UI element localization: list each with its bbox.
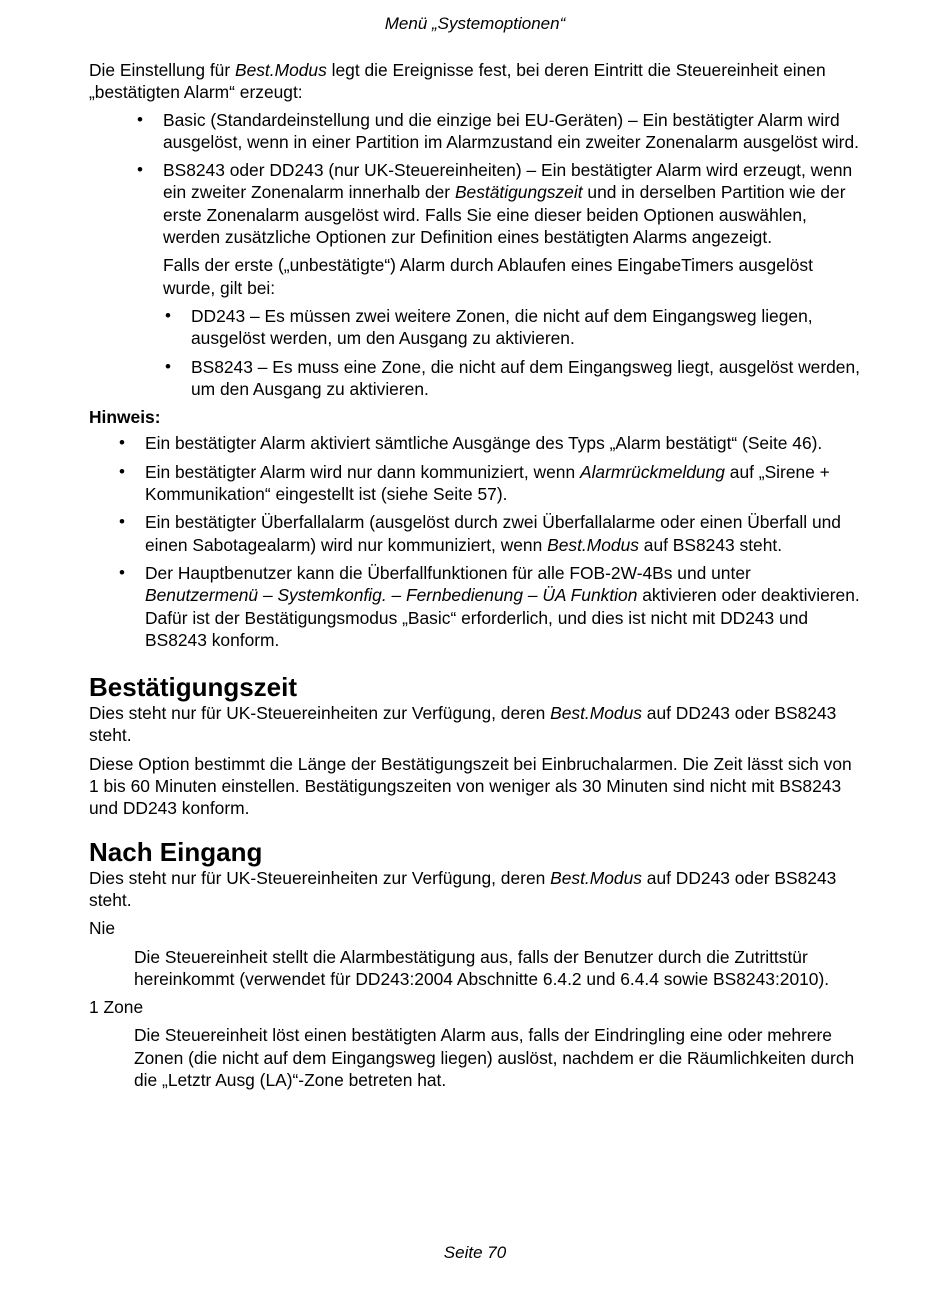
intro-text: Die Einstellung für xyxy=(89,60,235,80)
mode-options-list xyxy=(89,109,864,401)
hint-text: aktivieren oder deaktivieren. Dafür ist der Bestätigungsmodus „Basic“ erforderlich, und dies ist nicht mit DD243 und BS8243 konform. xyxy=(145,585,860,650)
list-item xyxy=(119,432,864,454)
list-item xyxy=(165,305,864,350)
section2-paragraph-1 xyxy=(89,867,864,912)
bullet-icon: • xyxy=(137,160,143,180)
page-content xyxy=(89,59,864,1091)
intro-text-end: legt die Ereignisse fest, bei deren Eintritt die Steuereinheit einen „bestätigten Alarm“ erzeugt: xyxy=(89,60,826,103)
dd243-text: DD243 – Es müssen zwei weitere Zonen, die nicht auf dem Eingangsweg liegen, ausgelöst werden, um den Ausgang zu aktivieren. xyxy=(191,305,813,349)
section2-text-end: auf DD243 oder BS8243 steht. xyxy=(89,867,837,910)
term-1-zone: 1 Zone xyxy=(89,997,144,1018)
hint-text: Ein bestätigter Alarm wird nur dann kommuniziert, wenn xyxy=(145,461,580,482)
hint-list xyxy=(89,432,864,651)
hint-title: Hinweis: xyxy=(89,407,161,428)
hint-text: Ein bestätigter Alarm aktiviert sämtliche Ausgänge des Typs „Alarm bestätigt“ (Seite 46). xyxy=(145,433,823,454)
list-item xyxy=(165,356,864,401)
list-item xyxy=(119,511,864,556)
first-alarm-list xyxy=(163,305,864,400)
bullet-icon: • xyxy=(119,512,125,532)
option-bs-text-end: und in derselben Partition wie der erste Zonenalarm ausgelöst wird. Falls Sie eine dieser beiden Optionen auswählen, werden zusätzliche Optionen zur Definition eines bestätigten Alarms angezeigt. xyxy=(163,182,846,248)
section1-paragraph-1 xyxy=(89,702,864,747)
bullet-icon: • xyxy=(165,356,171,376)
section1-text-end: auf DD243 oder BS8243 steht. xyxy=(89,703,837,746)
list-item xyxy=(137,109,864,154)
page-number: Seite 70 xyxy=(443,1243,507,1262)
page-header: Menü „Systemoptionen“ xyxy=(384,14,566,33)
term-nie: Nie xyxy=(89,918,116,939)
list-item xyxy=(119,562,864,651)
hint-text: auf „Sirene + Kommunikation“ eingestellt ist (siehe Seite 57). xyxy=(145,461,830,505)
bullet-icon: • xyxy=(165,305,171,325)
term-nie-description: Die Steuereinheit stellt die Alarmbestätigung aus, falls der Benutzer durch die Zutrittstür hereinkommt (verwendet für DD243:2004 Abschnitte 6.4.2 und 6.4.4 sowie BS8243:2010). xyxy=(134,946,830,989)
term-1-zone-description: Die Steuereinheit löst einen bestätigten Alarm aus, falls der Eindringling eine oder mehrere Zonen (die nicht auf dem Eingangsweg liegen) auslöst, nachdem er die Räumlichkeiten durch die „Letztr Ausg (LA)“-Zone betreten hat. xyxy=(134,1025,855,1090)
bullet-icon: • xyxy=(119,562,125,582)
list-item xyxy=(119,461,864,506)
first-alarm-paragraph: Falls der erste („unbestätigte“) Alarm durch Ablaufen eines EingabeTimers ausgelöst wurde, gilt bei: xyxy=(163,255,813,298)
bullet-icon: • xyxy=(119,461,125,481)
section-heading-nach-eingang: Nach Eingang xyxy=(89,836,263,867)
section2-emphasis: Best.Modus xyxy=(550,867,642,888)
bs8243-text: BS8243 – Es muss eine Zone, die nicht auf dem Eingangsweg liegt, ausgelöst werden, um den Ausgang zu aktivieren. xyxy=(191,356,860,399)
section1-paragraph-2: Diese Option bestimmt die Länge der Bestätigungszeit bei Einbruchalarmen. Die Zeit lässt sich von 1 bis 60 Minuten einstellen. Bestätigungszeiten von weniger als 30 Minuten sind nicht mit BS8243 und DD243 konform. xyxy=(89,753,852,819)
intro-emphasis: Best.Modus xyxy=(234,60,327,80)
hint-emphasis: Alarmrückmeldung xyxy=(579,461,725,482)
intro-paragraph xyxy=(89,59,864,104)
hint-emphasis: Best.Modus xyxy=(547,534,639,555)
bullet-icon: • xyxy=(119,433,125,453)
section1-text: Dies steht nur für UK-Steuereinheiten zur Verfügung, deren xyxy=(89,703,551,724)
hint-text: Ein bestätigter Überfallalarm (ausgelöst durch zwei Überfallalarme oder einen Überfall und einen Sabotagealarm) wird nur kommuniziert, wenn xyxy=(145,512,841,555)
hint-text: Der Hauptbenutzer kann die Überfallfunktionen für alle FOB-2W-4Bs und unter xyxy=(145,562,751,583)
section-heading-bestaetigungszeit: Bestätigungszeit xyxy=(89,672,298,703)
option-basic-text: Basic (Standardeinstellung und die einzige bei EU-Geräten) – Ein bestätigter Alarm wird ausgelöst, wenn in einer Partition im Alarmzustand ein zweiter Zonenalarm ausgelöst wird. xyxy=(163,109,859,152)
section2-text: Dies steht nur für UK-Steuereinheiten zur Verfügung, deren xyxy=(89,867,551,888)
list-item xyxy=(137,159,864,400)
option-bs-emphasis: Bestätigungszeit xyxy=(454,182,583,203)
hint-text: auf BS8243 steht. xyxy=(638,534,783,555)
bullet-icon: • xyxy=(137,109,143,129)
option-bs-text: BS8243 oder DD243 (nur UK-Steuereinheiten) – Ein bestätigter Alarm wird erzeugt, wenn ein zweiter Zonenalarm innerhalb der xyxy=(163,160,853,203)
section1-emphasis: Best.Modus xyxy=(550,703,642,724)
hint-emphasis: Benutzermenü – Systemkonfig. – Fernbedienung – ÜA Funktion xyxy=(145,585,638,606)
